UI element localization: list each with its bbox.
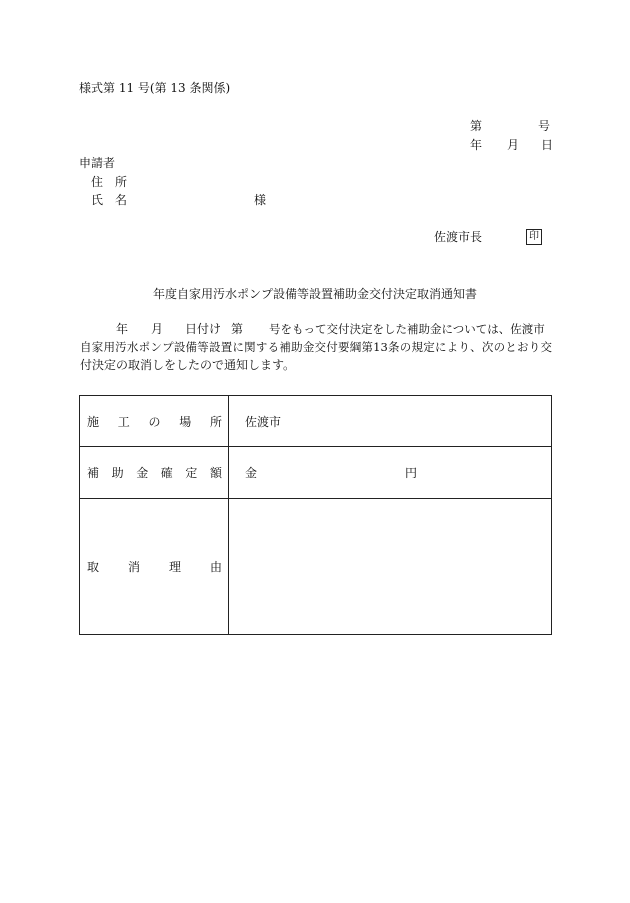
seal-mark: 印 (526, 229, 542, 245)
table-row (80, 396, 552, 447)
body-line-3: 付決定の取消しをしたので通知します。 (80, 358, 296, 372)
body-line-1: 年 月 日付け 第 号をもって交付決定をした補助金については、佐渡市 (116, 322, 545, 336)
reason-value (229, 499, 552, 635)
address-label: 住 所 (91, 175, 128, 189)
date-year: 年 (470, 138, 483, 152)
site-value: 佐渡市 (229, 396, 552, 447)
date-day: 日 (541, 138, 554, 152)
honorific: 様 (254, 193, 267, 207)
date-month: 月 (507, 138, 520, 152)
applicant-heading: 申請者 (79, 156, 116, 170)
table-row (80, 447, 552, 499)
body-line-2: 自家用汚水ポンプ設備等設置に関する補助金交付要綱第13条の規定により、次のとおり交 (80, 340, 552, 354)
doc-number-prefix: 第 (470, 119, 483, 133)
issue-date (470, 138, 552, 152)
amount-label: 補 助 金 確 定 額 (80, 447, 229, 499)
notice-body (80, 320, 552, 374)
doc-number-suffix: 号 (537, 119, 550, 133)
document-title: 年度自家用汚水ポンプ設備等設置補助金交付決定取消通知書 (152, 287, 477, 301)
site-label: 施 工 の 場 所 (80, 396, 229, 447)
document-number (470, 119, 550, 133)
name-label: 氏 名 (91, 193, 128, 207)
table-row (80, 499, 552, 635)
amount-value: 金 円 (229, 447, 552, 499)
details-table (79, 395, 552, 635)
issuer-name: 佐渡市長 (434, 230, 483, 244)
reason-label: 取 消 理 由 (80, 499, 229, 635)
form-number: 様式第 11 号(第 13 条関係) (79, 81, 231, 95)
